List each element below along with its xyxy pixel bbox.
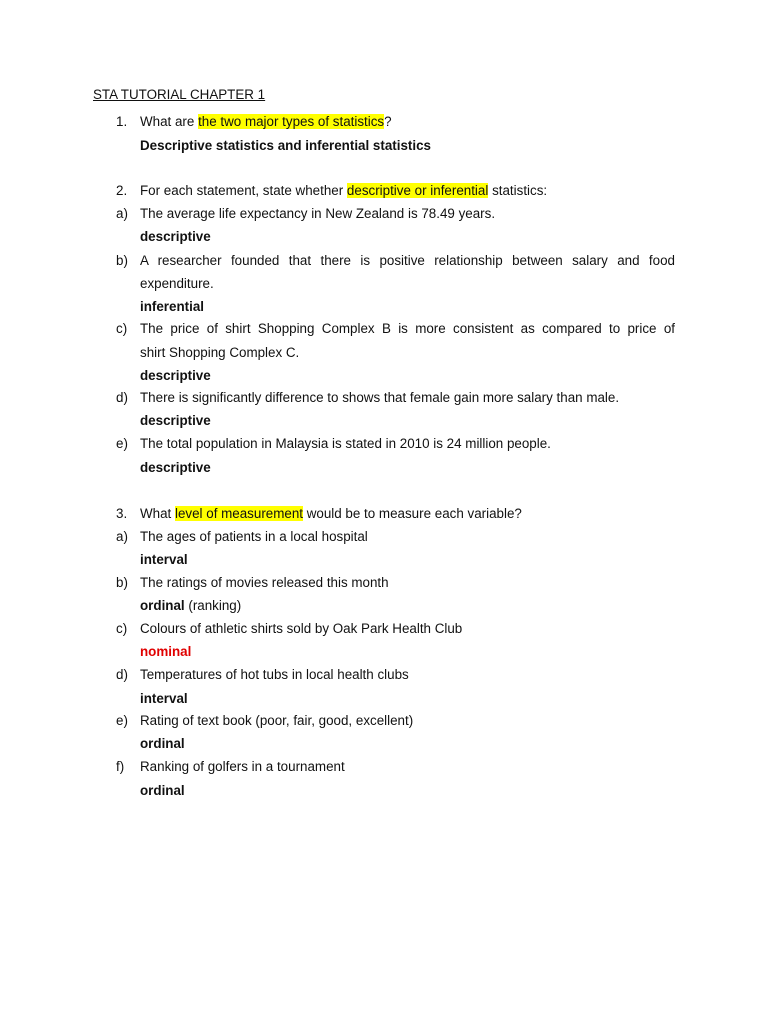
q2d-label: d) <box>116 390 128 405</box>
q2d-text: There is significantly difference to shows that female gain more salary than male. <box>140 390 620 405</box>
q3e-text: Rating of text book (poor, fair, good, excellent) <box>140 713 414 728</box>
q2d-answer: descriptive <box>140 413 211 428</box>
q3d-label: d) <box>116 667 128 682</box>
q3-number: 3. <box>116 506 128 521</box>
q2-suffix: statistics: <box>488 183 548 198</box>
q3b-label: b) <box>116 575 128 590</box>
q1-suffix: ? <box>384 114 392 129</box>
q3a-answer: interval <box>140 552 188 567</box>
q2-question <box>140 182 547 199</box>
q3b-text: The ratings of movies released this month <box>140 575 389 590</box>
q2b-text-line2: expenditure. <box>140 276 214 291</box>
q3e-answer: ordinal <box>140 736 185 751</box>
q2b-answer: inferential <box>140 299 204 314</box>
q3c-text: Colours of athletic shirts sold by Oak Park Health Club <box>140 621 463 636</box>
q1-answer: Descriptive statistics and inferential statistics <box>140 138 431 153</box>
q3f-answer: ordinal <box>140 783 185 798</box>
q2c-text-line1: The price of shirt Shopping Complex B is more consistent as compared to price of <box>140 321 675 336</box>
q1-highlight: the two major types of statistics <box>198 114 385 129</box>
q3b-note: (ranking) <box>184 598 242 613</box>
q3f-label: f) <box>116 759 125 774</box>
q2b-label: b) <box>116 253 128 268</box>
q2c-text-line2: shirt Shopping Complex C. <box>140 345 300 360</box>
q1-number: 1. <box>116 114 128 129</box>
q3b-answer: ordinal <box>140 598 185 613</box>
q1-question <box>140 113 392 130</box>
q3d-text: Temperatures of hot tubs in local health clubs <box>140 667 409 682</box>
q3-question <box>140 505 522 522</box>
q3c-answer: nominal <box>140 644 192 659</box>
q3f-text: Ranking of golfers in a tournament <box>140 759 345 774</box>
q2-highlight: descriptive or inferential <box>346 183 489 198</box>
q1-prefix: What are <box>140 114 199 129</box>
q2c-label: c) <box>116 321 128 336</box>
q2a-label: a) <box>116 206 128 221</box>
q2-prefix: For each statement, state whether <box>140 183 347 198</box>
q2a-answer: descriptive <box>140 229 211 244</box>
q3d-answer: interval <box>140 691 188 706</box>
q3-highlight: level of measurement <box>174 506 303 521</box>
q3b-answer-line <box>140 597 241 614</box>
q2e-text: The total population in Malaysia is stated in 2010 is 24 million people. <box>140 436 551 451</box>
q3e-label: e) <box>116 713 128 728</box>
q3-suffix: would be to measure each variable? <box>303 506 522 521</box>
q3-prefix: What <box>140 506 175 521</box>
q3a-label: a) <box>116 529 128 544</box>
q2-number: 2. <box>116 183 128 198</box>
q2e-label: e) <box>116 436 128 451</box>
q2b-text-line1: A researcher founded that there is positive relationship between salary and food <box>140 253 675 268</box>
document-title: STA TUTORIAL CHAPTER 1 <box>93 87 266 102</box>
q2a-text: The average life expectancy in New Zealand is 78.49 years. <box>140 206 496 221</box>
q2c-answer: descriptive <box>140 368 211 383</box>
q3a-text: The ages of patients in a local hospital <box>140 529 368 544</box>
q2e-answer: descriptive <box>140 460 211 475</box>
q3c-label: c) <box>116 621 128 636</box>
